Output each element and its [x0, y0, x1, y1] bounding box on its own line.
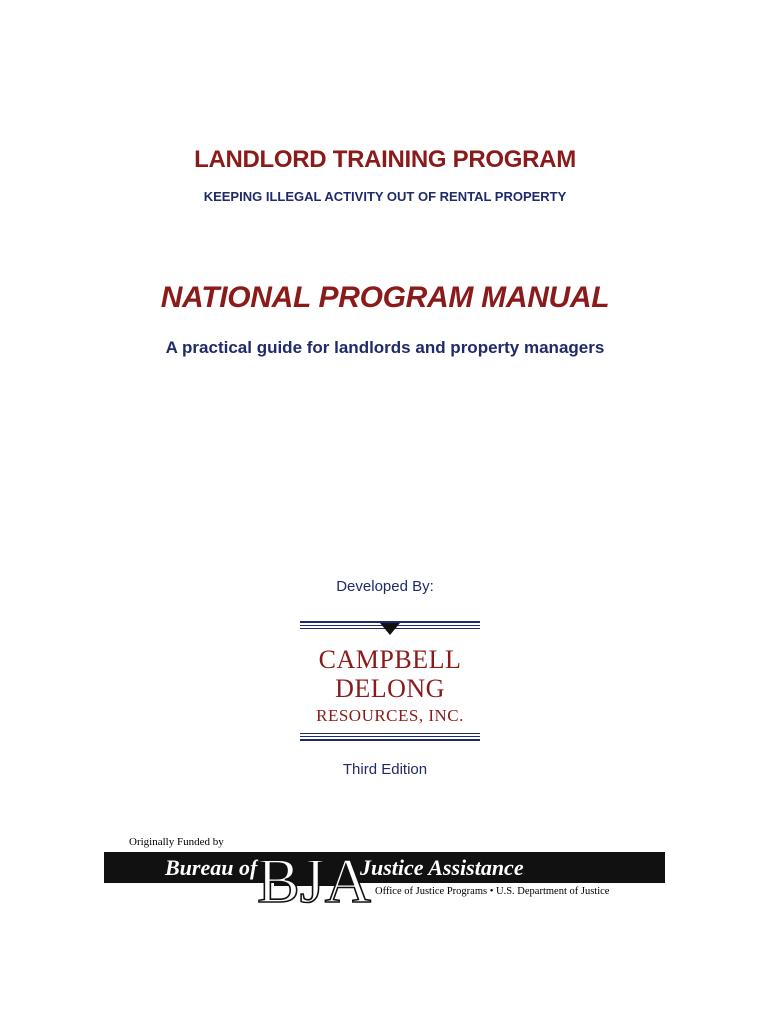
logo-delong-text: DELONG	[335, 674, 445, 703]
bja-office-line: Office of Justice Programs • U.S. Department of Justice	[375, 886, 610, 897]
logo-campbell	[300, 645, 480, 675]
bja-justice-assistance: Justice Assistance	[360, 855, 524, 880]
funded-by-label: Originally Funded by	[129, 836, 224, 848]
logo-resources	[300, 706, 480, 726]
program-subtitle: KEEPING ILLEGAL ACTIVITY OUT OF RENTAL PROPERTY	[203, 189, 567, 204]
developed-by-label: Developed By:	[336, 578, 434, 595]
manual-tagline: A practical guide for landlords and property managers	[165, 338, 605, 357]
program-title: LANDLORD TRAINING PROGRAM	[194, 146, 576, 173]
manual-title: NATIONAL PROGRAM MANUAL	[160, 281, 610, 314]
bja-monogram-text: BJA	[257, 845, 371, 916]
edition-label: Third Edition	[342, 761, 428, 778]
logo-top-rule	[300, 619, 480, 637]
logo-campbell-text: CAMPBELL	[318, 645, 462, 674]
logo-delong	[300, 674, 480, 704]
bja-bureau-of: Bureau of	[165, 855, 258, 880]
bja-monogram-logo	[257, 840, 371, 920]
logo-resources-text: RESOURCES, INC.	[316, 706, 464, 725]
logo-bottom-rule	[300, 731, 480, 743]
